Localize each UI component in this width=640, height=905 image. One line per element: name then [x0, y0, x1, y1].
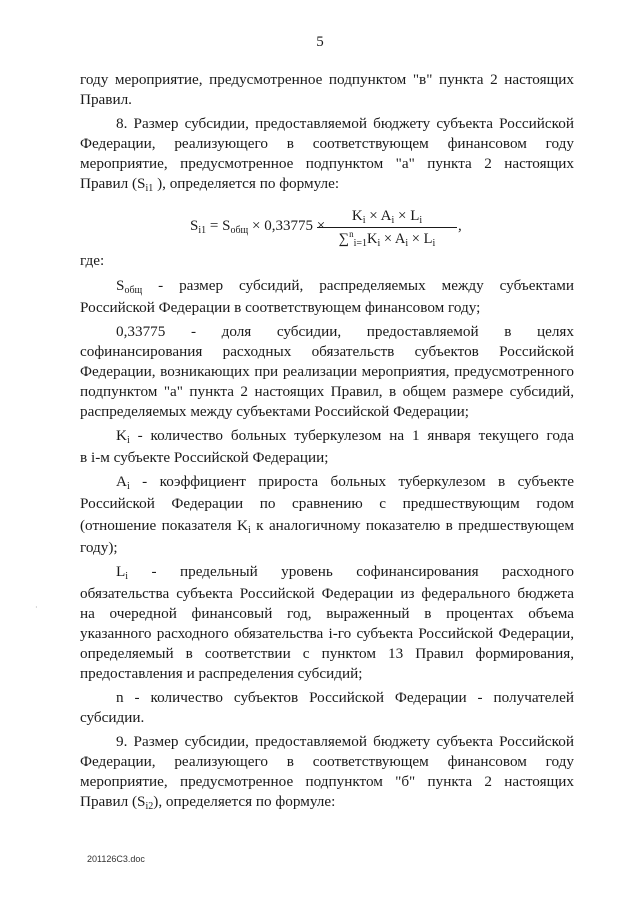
text-line: Федерации, реализующего в соответствующем финансовом году	[80, 753, 574, 770]
text-line: Правил $(S_{i2})$, определяется по формуле:	[80, 793, 336, 812]
text-line: 8. Размер субсидии, предоставляемой бюджету субъекта Российской	[116, 115, 574, 132]
text-line: на очередной финансовый год, выраженный в процентах объема	[80, 605, 574, 622]
text-line: 0,33775 - доля субсидии, предоставляемой в целях	[116, 323, 574, 340]
text-line: 9. Размер субсидии, предоставляемой бюджету субъекта Российской	[116, 733, 574, 750]
formula-numerator: $K_i \times A_i \times L_i$	[351, 208, 423, 226]
where-label: где:	[80, 252, 105, 269]
formula-fraction	[317, 205, 457, 250]
footer-filename: 201126C3.doc	[87, 854, 145, 864]
text-line: подпунктом "а" пункта 2 настоящих Правил, в общем размере субсидий,	[80, 383, 574, 400]
formula-lhs: $S_{i1} = S_{общ} \times 0,33775$ ×	[190, 218, 326, 236]
text-line: обязательства субъекта Российской Федерации из федерального бюджета	[80, 585, 574, 602]
text-line: Российской Федерации по сравнению с предшествующим годом	[80, 495, 574, 512]
text-line: софинансирования расходных обязательств субъектов Российской	[80, 343, 574, 360]
text-line: распределяемых между субъектами Российской Федерации;	[80, 403, 470, 420]
text-line: (отношение показателя $K_i$ к аналогичному показателю в предшествующем	[80, 517, 574, 536]
formula-comma: ,	[458, 218, 462, 234]
text-line: n - количество субъектов Российской Федерации - получателей	[116, 689, 574, 706]
text-line: Правил ($S_{i1}$ ), определяется по формуле:	[80, 175, 340, 194]
text-line: предоставления и распределения субсидий;	[80, 665, 363, 682]
text-line: Российской Федерации в соответствующем финансовом году;	[80, 299, 481, 316]
text-line: мероприятие, предусмотренное подпунктом "б" пункта 2 настоящих	[80, 773, 574, 790]
text-line: указанного расходного обязательства i-го субъекта Российской Федерации,	[80, 625, 574, 642]
text-line: $A_i$ - коэффициент прироста больных туберкулезом в субъекте	[116, 473, 574, 492]
text-line: году);	[80, 539, 118, 556]
text-line: Федерации, реализующего в соответствующем финансовом году	[80, 135, 574, 152]
text-line: $S_{общ}$ - размер субсидий, распределяемых между субъектами	[116, 277, 574, 296]
text-line: Федерации, возникающих при реализации мероприятия, предусмотренного	[80, 363, 574, 380]
text-line: $L_i$ - предельный уровень софинансирования расходного	[116, 563, 574, 582]
text-line: в i-м субъекте Российской Федерации;	[80, 449, 329, 466]
text-line: мероприятие, предусмотренное подпунктом "а" пункта 2 настоящих	[80, 155, 574, 172]
text-line: году мероприятие, предусмотренное подпунктом "в" пункта 2 настоящих	[80, 71, 574, 88]
formula-denominator: $\sum^n_{i=1}K_i \times A_i \times L_i$	[338, 229, 436, 249]
text-line: субсидии.	[80, 709, 145, 726]
text-line: Правил.	[80, 91, 132, 108]
text-line: определяемый в соответствии с пунктом 13 Правил формирования,	[80, 645, 574, 662]
text-line: $K_i$ - количество больных туберкулезом на 1 января текущего года	[116, 427, 574, 446]
page-number: 5	[316, 34, 324, 50]
scan-mark: ·	[35, 603, 38, 612]
